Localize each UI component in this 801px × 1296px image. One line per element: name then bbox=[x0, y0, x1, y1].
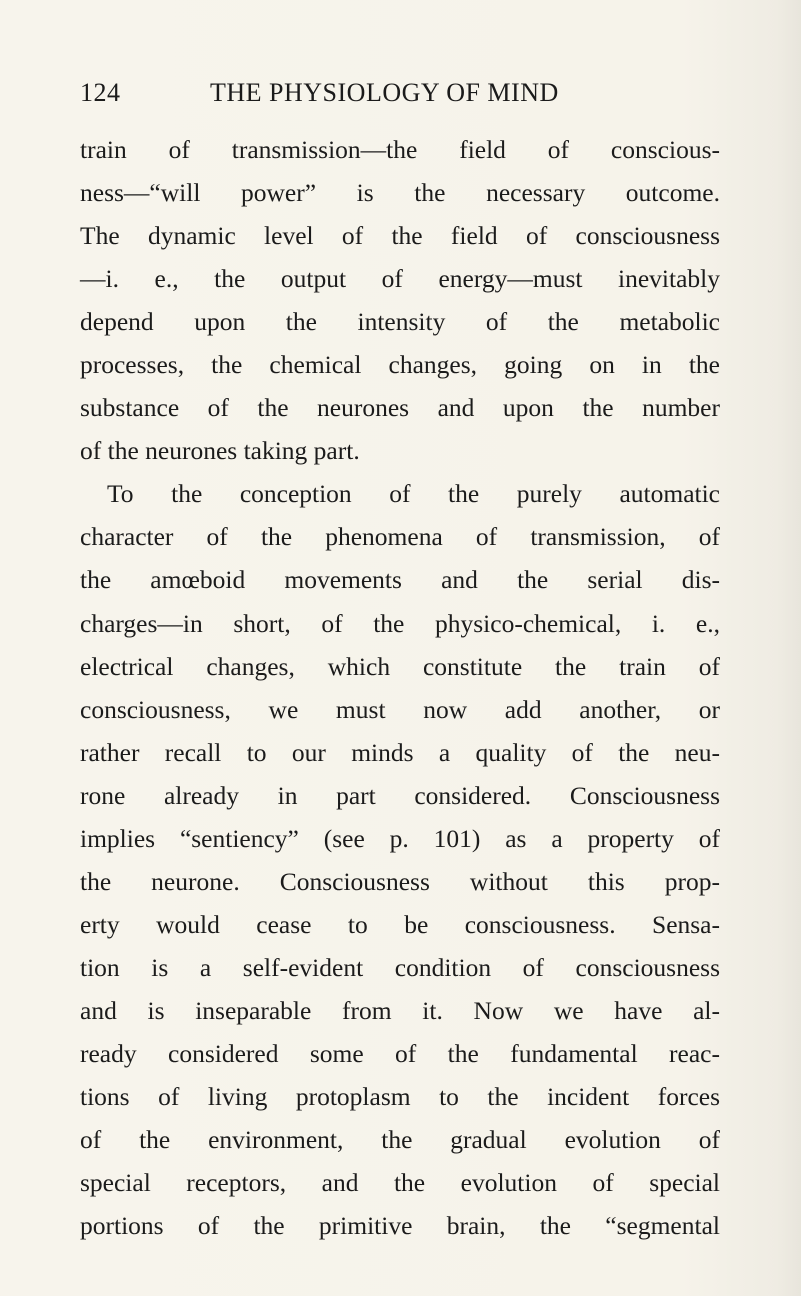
text-line: depend upon the intensity of the metabolic bbox=[80, 307, 720, 337]
body-text bbox=[80, 128, 720, 1247]
text-line: erty would cease to be consciousness. Sensa- bbox=[80, 909, 720, 939]
paragraph-start-line: To the conception of the purely automatic bbox=[107, 479, 720, 509]
text-line: —i. e., the output of energy—must inevitably bbox=[80, 264, 720, 294]
text-line: and is inseparable from it. Now we have al- bbox=[80, 995, 720, 1025]
text-line: the neurone. Consciousness without this prop- bbox=[80, 866, 720, 896]
running-header bbox=[80, 78, 720, 118]
text-line: consciousness, we must now add another, or bbox=[80, 694, 720, 724]
text-line: portions of the primitive brain, the “segmental bbox=[80, 1211, 720, 1241]
text-line: charges—in short, of the physico-chemical, i. e., bbox=[80, 608, 720, 638]
text-line: rone already in part considered. Consciousness bbox=[80, 780, 720, 810]
text-line: ness—“will power” is the necessary outcome. bbox=[80, 178, 720, 208]
page-number: 124 bbox=[80, 78, 121, 107]
text-line: special receptors, and the evolution of special bbox=[80, 1168, 720, 1198]
text-line: character of the phenomena of transmission, of bbox=[80, 522, 720, 552]
text-line: processes, the chemical changes, going on in the bbox=[80, 350, 720, 380]
text-line: tions of living protoplasm to the incident forces bbox=[80, 1082, 720, 1112]
text-line: of the environment, the gradual evolution of bbox=[80, 1125, 720, 1155]
text-line: train of transmission—the field of conscious- bbox=[80, 135, 720, 164]
text-line: implies “sentiency” (see p. 101) as a property of bbox=[80, 823, 720, 853]
text-line: rather recall to our minds a quality of the neu- bbox=[80, 737, 720, 767]
running-title: THE PHYSIOLOGY OF MIND bbox=[210, 78, 559, 107]
text-line: The dynamic level of the field of consciousness bbox=[80, 221, 720, 251]
text-line: the amœboid movements and the serial dis- bbox=[80, 565, 720, 595]
paragraph-end-line: of the neurones taking part. bbox=[80, 436, 360, 466]
text-line: substance of the neurones and upon the number bbox=[80, 393, 720, 423]
text-line: electrical changes, which constitute the train of bbox=[80, 651, 720, 681]
text-line: ready considered some of the fundamental reac- bbox=[80, 1038, 720, 1068]
text-line: tion is a self-evident condition of consciousness bbox=[80, 952, 720, 982]
